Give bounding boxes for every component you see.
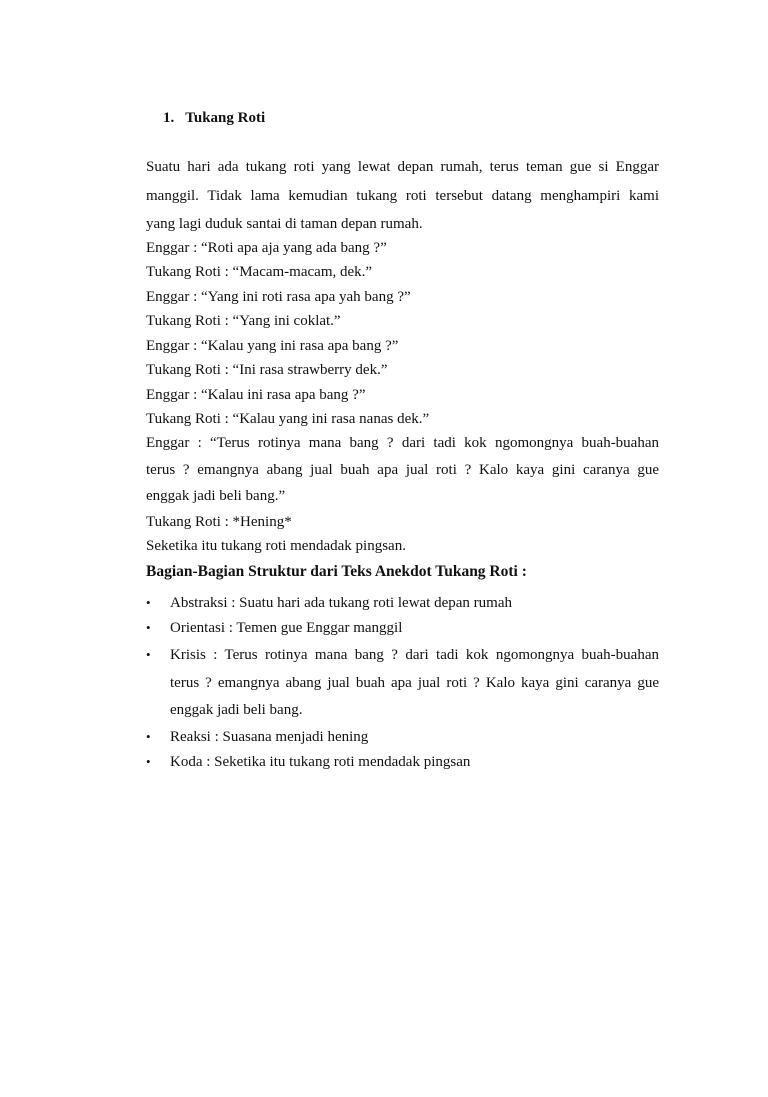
dialog-line: Enggar : “Roti apa aja yang ada bang ?” [146,240,387,256]
dialog-line: Enggar : “Yang ini roti rasa apa yah bang ?” [146,289,411,305]
list-item-continuation: terus ? emangnya abang jual buah apa jual roti ? Kalo kaya gini caranya gue [170,675,659,691]
dialog-line: Tukang Roti : “Kalau yang ini rasa nanas dek.” [146,411,430,427]
dialog-line: Enggar : “Terus rotinya mana bang ? dari tadi kok ngomongnya buah-buahan [146,435,659,451]
paragraph-line: Suatu hari ada tukang roti yang lewat depan rumah, terus teman gue si Enggar [146,159,659,175]
list-item: Krisis : Terus rotinya mana bang ? dari tadi kok ngomongnya buah-buahan [170,647,659,663]
list-item-continuation: enggak jadi beli bang. [170,702,303,718]
bullet-icon: • [146,595,151,610]
closing-line: Seketika itu tukang roti mendadak pingsan. [146,538,406,554]
dialog-line: Tukang Roti : “Ini rasa strawberry dek.” [146,362,388,378]
list-item: Reaksi : Suasana menjadi hening [170,729,369,745]
paragraph-line: yang lagi duduk santai di taman depan rumah. [146,216,423,232]
dialog-line: Tukang Roti : “Macam-macam, dek.” [146,264,373,280]
bullet-icon: • [146,754,151,769]
section-heading [163,108,676,128]
dialog-line: Enggar : “Kalau yang ini rasa apa bang ?” [146,338,399,354]
list-item: Orientasi : Temen gue Enggar manggil [170,620,403,636]
bullet-icon: • [146,647,151,662]
heading-number: 1. [163,110,175,126]
list-item: Abstraksi : Suatu hari ada tukang roti lewat depan rumah [170,595,512,611]
dialog-line: Tukang Roti : *Hening* [146,514,292,530]
bullet-icon: • [146,729,151,744]
list-item: Koda : Seketika itu tukang roti mendadak pingsan [170,754,471,770]
dialog-line: Enggar : “Kalau ini rasa apa bang ?” [146,387,366,403]
structure-heading: Bagian-Bagian Struktur dari Teks Anekdot Tukang Roti : [146,563,527,580]
dialog-line: terus ? emangnya abang jual buah apa jual roti ? Kalo kaya gini caranya gue [146,462,659,478]
paragraph-line: manggil. Tidak lama kemudian tukang roti tersebut datang menghampiri kami [146,188,659,204]
heading-title: Tukang Roti [185,110,266,126]
dialog-line: Tukang Roti : “Yang ini coklat.” [146,313,341,329]
bullet-icon: • [146,620,151,635]
dialog-line: enggak jadi beli bang.” [146,488,286,504]
